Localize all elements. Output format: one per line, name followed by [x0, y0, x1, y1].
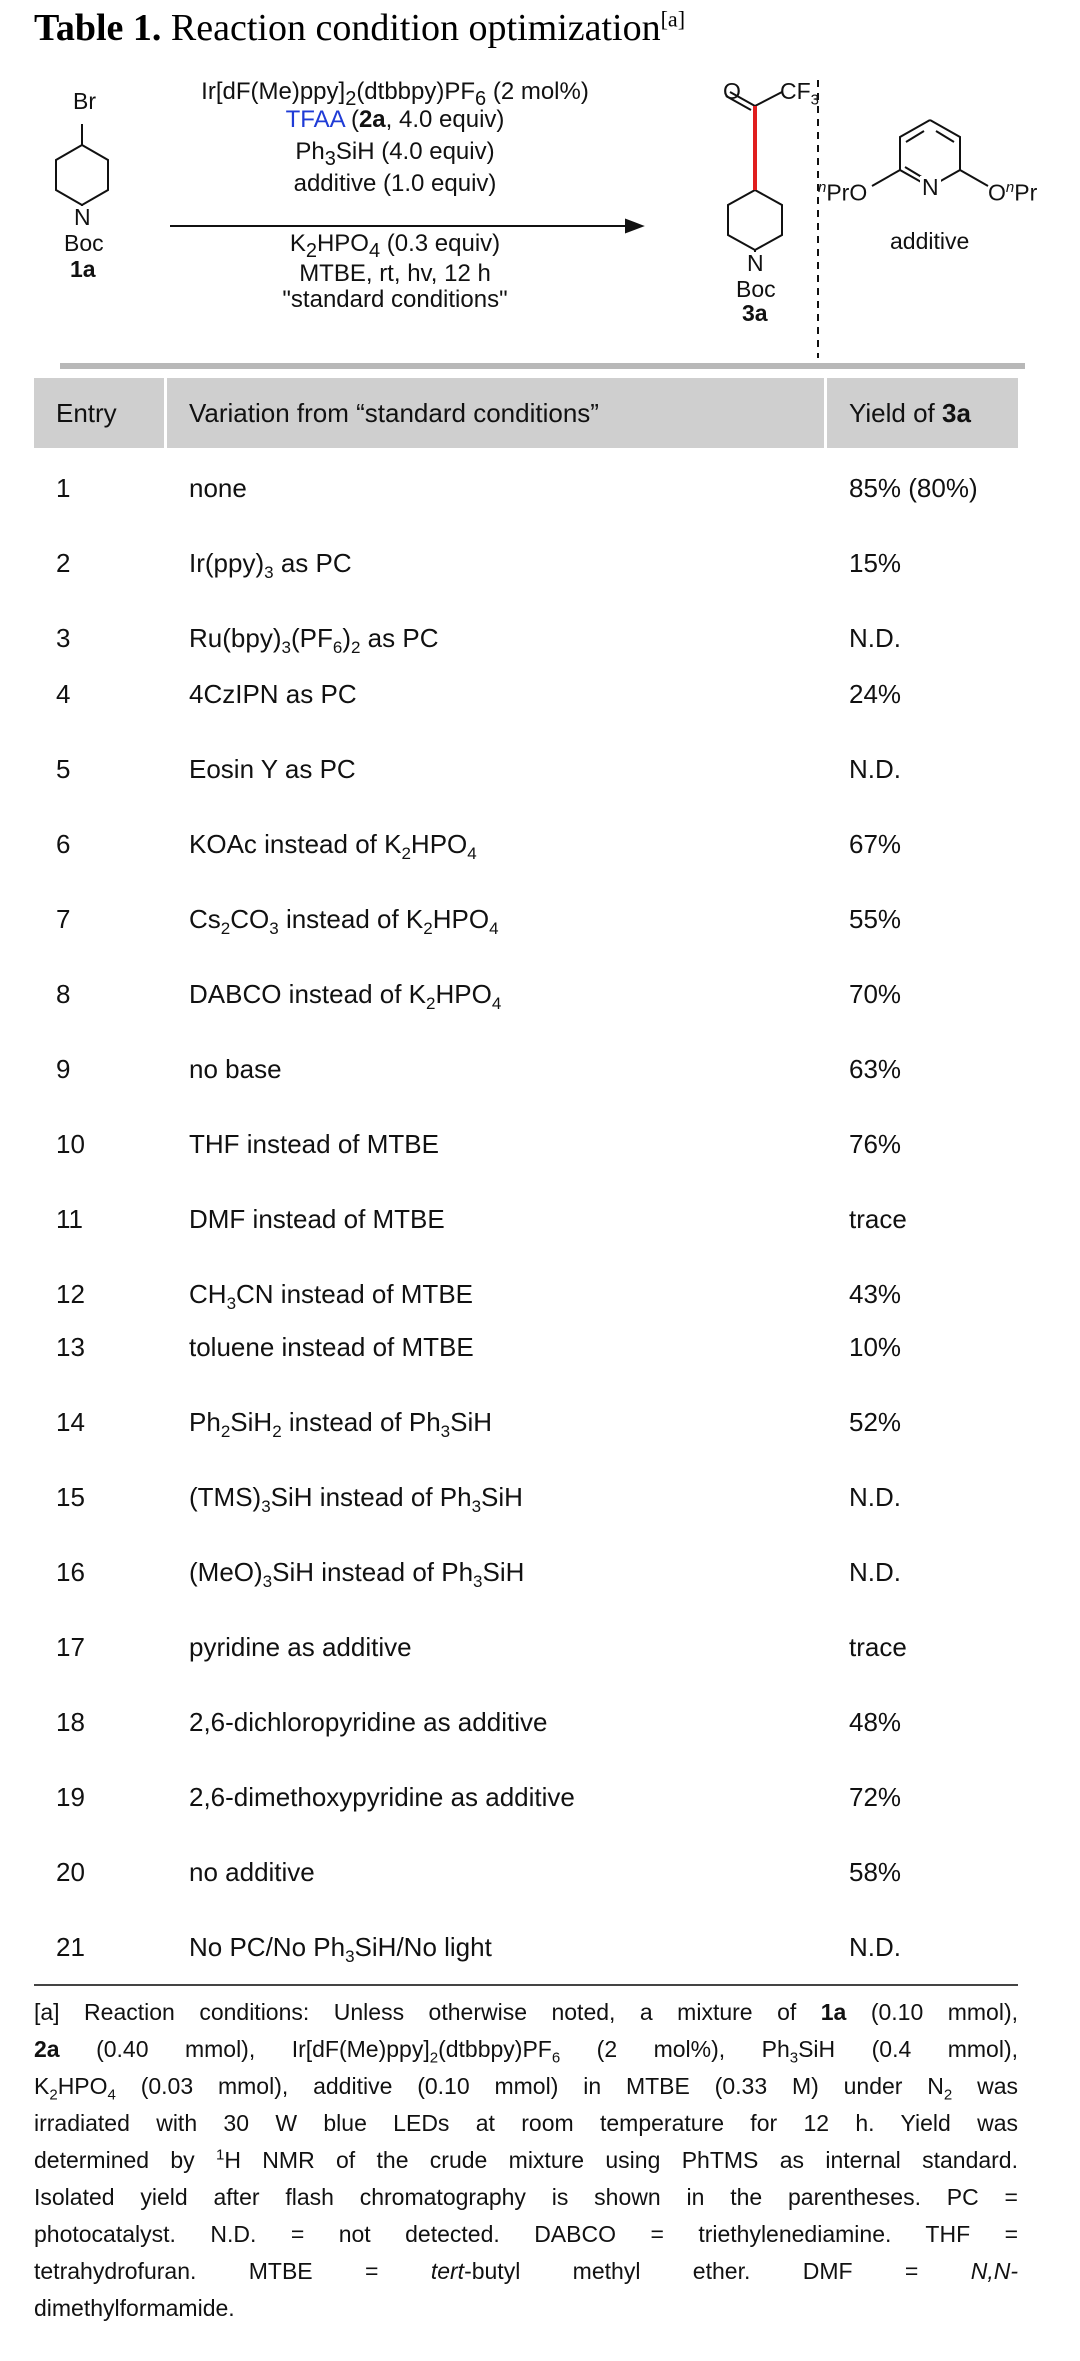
product-id: 3a [742, 300, 768, 326]
entry-cell: 18 [56, 1707, 85, 1737]
yield-cell: N.D. [849, 1482, 901, 1512]
table-row [34, 458, 1018, 518]
variation-cell: No PC/No $Ph_3SiH/No$ light [189, 1932, 492, 1967]
yield-cell: 10% [849, 1332, 902, 1362]
yield-cell: 76% [849, 1129, 902, 1159]
entry-cell: 15 [56, 1482, 85, 1512]
table-bottom-rule [34, 1984, 1018, 1986]
table-row [34, 964, 1018, 1024]
condition-standard: "standard conditions" [282, 286, 508, 313]
footnote-line: photocatalyst. N.D. = not detected. DABCO = triethylenediamine. THF = [34, 2221, 1018, 2247]
table-title-note: [a] [660, 6, 686, 32]
table-row [34, 739, 1018, 799]
entry-cell: 7 [56, 904, 71, 934]
variation-cell: Eosin Y as PC [189, 754, 356, 784]
yield-cell: 85% (80%) [849, 473, 978, 503]
table-row [34, 1842, 1018, 1902]
additive-right-group: $O^nPr$ [988, 179, 1038, 206]
table-row [34, 664, 1018, 724]
reactant-br: Br [73, 88, 96, 114]
entry-cell: 1 [56, 473, 71, 503]
yield-cell: 70% [849, 979, 902, 1009]
variation-cell: KOAc instead of $K_2HPO_4$ [189, 829, 477, 864]
product-n: N [747, 250, 764, 276]
footnote-line: [a] Reaction conditions: Unless otherwise noted, a mixture of 1a (0.10 mmol), [34, 1999, 1018, 2025]
table-row [34, 1264, 1018, 1324]
entry-cell: 11 [56, 1204, 83, 1234]
entry-cell: 2 [56, 548, 71, 578]
variation-cell: THF instead of MTBE [189, 1129, 439, 1159]
entry-cell: 4 [56, 679, 71, 709]
footnote-line: dimethylformamide. [34, 2295, 235, 2321]
header-separator [164, 378, 167, 448]
header-variation: Variation from “standard conditions” [189, 398, 599, 428]
entry-cell: 21 [56, 1932, 85, 1962]
variation-cell: $(TMS)_3SiH$ instead of $Ph_3SiH$ [189, 1482, 523, 1517]
table-row [34, 1692, 1018, 1752]
table-header [34, 378, 1018, 448]
variation-cell: no additive [189, 1857, 315, 1887]
yield-cell: 15% [849, 548, 902, 578]
yield-cell: 24% [849, 679, 902, 709]
yield-cell: 67% [849, 829, 902, 859]
variation-cell: $Ru(bpy)_3(PF_6)_2$ as PC [189, 623, 439, 658]
table-row [34, 1114, 1018, 1174]
product-o: O [723, 78, 741, 104]
yield-cell: N.D. [849, 623, 901, 653]
variation-cell: pyridine as additive [189, 1632, 412, 1662]
variation-cell: 2,6-dimethoxypyridine as additive [189, 1782, 575, 1812]
variation-cell: no base [189, 1054, 282, 1084]
entry-cell: 5 [56, 754, 71, 784]
footnote-line: 2a (0.40 mmol), $Ir[dF(Me)ppy]_2(dtbbpy)PF_6$ (2 mol%), $Ph_3SiH$ (0.4 mmol), [34, 2036, 1018, 2067]
yield-cell: 72% [849, 1782, 902, 1812]
variation-cell: $Ph_2SiH_2$ instead of $Ph_3SiH$ [189, 1407, 493, 1442]
header-yield: Yield of 3a [849, 398, 971, 428]
entry-cell: 10 [56, 1129, 85, 1159]
yield-cell: 43% [849, 1279, 902, 1309]
table-row [34, 1392, 1018, 1452]
table-row [34, 814, 1018, 874]
additive-caption: additive [890, 228, 970, 254]
yield-cell: 58% [849, 1857, 902, 1887]
entry-cell: 16 [56, 1557, 85, 1587]
table-row [34, 889, 1018, 949]
yield-cell: trace [849, 1632, 907, 1662]
condition-silane: $Ph_3SiH$ (4.0 equiv) [295, 138, 495, 170]
variation-cell: DABCO instead of $K_2HPO_4$ [189, 979, 502, 1014]
additive-left-group: $^n$PrO [818, 179, 868, 206]
entry-cell: 20 [56, 1857, 85, 1887]
header-separator [824, 378, 827, 448]
variation-cell: 4CzIPN as PC [189, 679, 357, 709]
variation-cell: $Ir(ppy)_3$ as PC [189, 548, 352, 583]
header-entry: Entry [56, 398, 117, 428]
yield-cell: N.D. [849, 1557, 901, 1587]
yield-cell: 63% [849, 1054, 902, 1084]
footnote-line: tetrahydrofuran. MTBE = tert-butyl methyl ether. DMF = N,N- [34, 2258, 1019, 2284]
table-title [34, 6, 685, 50]
condition-reagent: TFAA (2a, 4.0 equiv) [285, 106, 505, 133]
entry-cell: 13 [56, 1332, 85, 1362]
entry-cell: 19 [56, 1782, 85, 1812]
entry-cell: 9 [56, 1054, 71, 1084]
entry-cell: 12 [56, 1279, 85, 1309]
variation-cell: none [189, 473, 247, 503]
footnote-line: $K_2HPO_4$ (0.03 mmol), additive (0.10 mmol) in MTBE (0.33 M) under $N_2$ was [34, 2073, 1018, 2104]
table-row [34, 1617, 1018, 1677]
yield-cell: 55% [849, 904, 902, 934]
yield-cell: 48% [849, 1707, 902, 1737]
variation-cell: $CH_3CN$ instead of MTBE [189, 1279, 474, 1314]
variation-cell: DMF instead of MTBE [189, 1204, 445, 1234]
table-footnote [34, 1994, 1018, 2327]
entry-cell: 6 [56, 829, 71, 859]
table-label: Table 1. [34, 7, 162, 49]
table-row [34, 1542, 1018, 1602]
table-row [34, 1317, 1018, 1377]
yield-cell: N.D. [849, 1932, 901, 1962]
table-row [34, 1467, 1018, 1527]
table-row [34, 608, 1018, 668]
table-row [34, 533, 1018, 593]
reactant-id: 1a [70, 256, 96, 282]
condition-solvent: MTBE, rt, hv, 12 h [299, 260, 491, 287]
yield-cell: N.D. [849, 754, 901, 784]
table-title-text: Reaction condition optimization [170, 7, 661, 49]
footnote-line: Isolated yield after flash chromatography is shown in the parentheses. PC = [34, 2184, 1018, 2210]
entry-cell: 3 [56, 623, 71, 653]
footnote-line: irradiated with 30 W blue LEDs at room temperature for 12 h. Yield was [34, 2110, 1018, 2136]
footnote-line: determined by $^1$H NMR of the crude mixture using PhTMS as internal standard. [34, 2146, 1018, 2173]
entry-cell: 8 [56, 979, 71, 1009]
condition-catalyst: $Ir[dF(Me)ppy]_2(dtbbpy)PF_6$ (2 mol%) [201, 78, 589, 110]
reaction-scheme [30, 80, 1040, 365]
condition-additive: additive (1.0 equiv) [293, 170, 497, 197]
entry-cell: 14 [56, 1407, 85, 1437]
yield-cell: 52% [849, 1407, 902, 1437]
yield-cell: trace [849, 1204, 907, 1234]
entry-cell: 17 [56, 1632, 85, 1662]
additive-n: N [922, 174, 939, 200]
variation-cell: 2,6-dichloropyridine as additive [189, 1707, 548, 1737]
reactant-n: N [74, 204, 91, 230]
variation-cell: toluene instead of MTBE [189, 1332, 474, 1362]
scheme-divider [60, 363, 1025, 369]
variation-cell: $Cs_2CO_3$ instead of $K_2HPO_4$ [189, 904, 499, 939]
table-row [34, 1767, 1018, 1827]
table-row [34, 1189, 1018, 1249]
product-boc: Boc [736, 276, 776, 302]
reactant-boc: Boc [64, 230, 104, 256]
condition-base: $K_2HPO_4$ (0.3 equiv) [289, 230, 501, 262]
product-cf3: $CF_3$ [780, 78, 820, 109]
table-row [34, 1917, 1018, 1977]
table-row [34, 1039, 1018, 1099]
variation-cell: $(MeO)_3SiH$ instead of $Ph_3SiH$ [189, 1557, 525, 1592]
